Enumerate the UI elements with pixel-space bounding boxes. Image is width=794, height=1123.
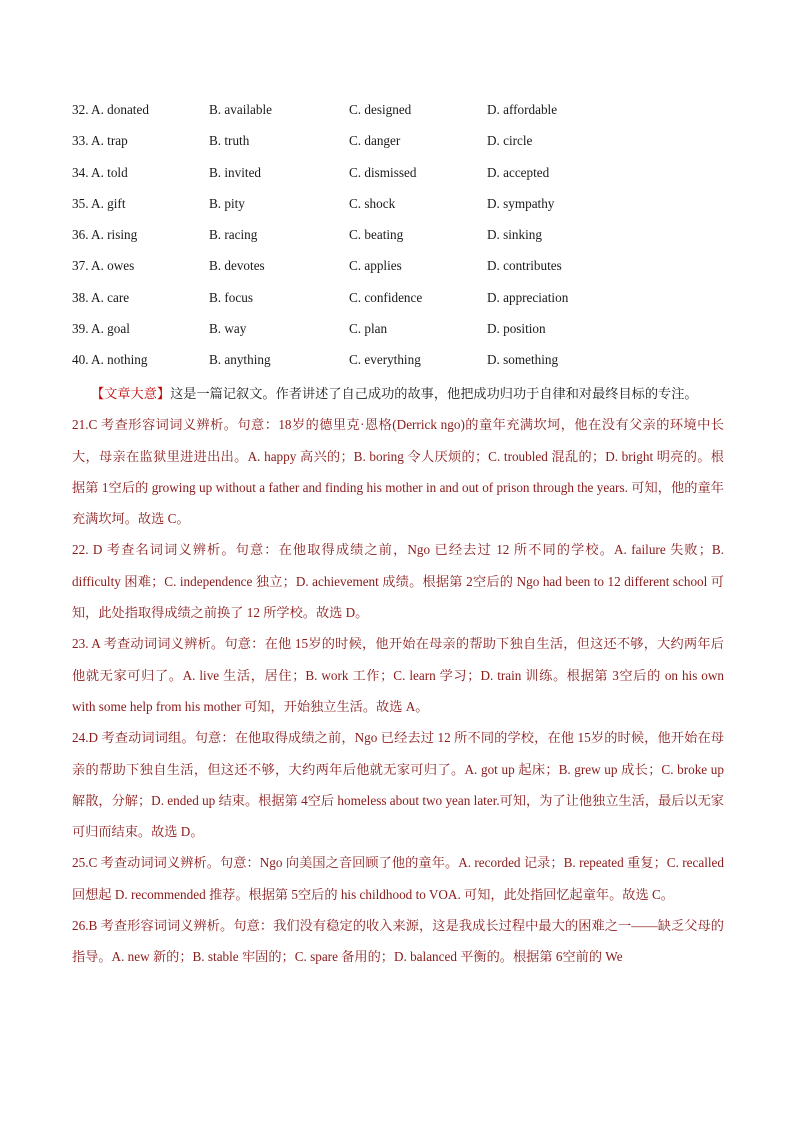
summary-tag: 【文章大意】 — [91, 386, 171, 401]
option-b: B. pity — [209, 195, 245, 211]
option-c: C. dismissed — [349, 164, 417, 180]
option-d: D. appreciation — [487, 289, 569, 305]
option-b: B. anything — [209, 352, 271, 367]
option-b: B. focus — [209, 289, 253, 305]
explanation-23: 23. A 考查动词词义辨析。句意：在他 15岁的时候，他开始在母亲的帮助下独自生活，但这还不够，大约两年后他就无家可归了。A. live 生活，居住；B. work 工作；C. learn 学习；D. train 训练。根据第 3空后的 on his own with some help from his mother 可知，开始独立生活。故选 A。 — [72, 636, 724, 714]
explanation-24: 24.D 考查动词词组。句意：在他取得成绩之前，Ngo 已经去过 12 所不同的学校，在他 15岁的时候，他开始在母亲的帮助下独自生活，但这还不够，大约两年后他就无家可归了。A. got up 起床；B. grew up 成长；C. broke up 解散，分解；D. ended up 结束。根据第 4空后 homeless about two yean later.可知，为了让他独立生活，最后以无家可归而结束。故选 D。 — [72, 730, 724, 840]
option-a: 33. A. trap — [72, 133, 128, 149]
answer-analysis — [72, 378, 724, 973]
option-b: B. devotes — [209, 258, 265, 274]
option-c: C. plan — [349, 320, 388, 336]
option-a: 39. A. goal — [72, 320, 130, 336]
option-a: 37. A. owes — [72, 258, 135, 274]
option-a: 36. A. rising — [72, 227, 138, 242]
option-a: 38. A. care — [72, 289, 130, 305]
option-a: 32. A. donated — [72, 102, 149, 117]
option-d: D. position — [487, 320, 546, 336]
option-c: C. applies — [349, 258, 402, 274]
option-d: D. circle — [487, 133, 533, 149]
option-a: 40. A. nothing — [72, 352, 148, 367]
option-d: D. contributes — [487, 258, 562, 274]
option-b: B. available — [209, 102, 272, 117]
option-d: D. accepted — [487, 164, 550, 180]
explanation-25: 25.C 考查动词词义辨析。句意：Ngo 向美国之音回顾了他的童年。A. recorded 记录；B. repeated 重复；C. recalled 回想起 D. recommended 推荐。根据第 5空后的 his childhood to VOA. 可知，此处指回忆起童年。故选 C。 — [72, 855, 724, 902]
explanation-22: 22. D 考查名词词义辨析。句意：在他取得成绩之前，Ngo 已经去过 12 所不同的学校。A. failure 失败；B. difficulty 困难；C. independence 独立；D. achievement 成绩。根据第 2空后的 Ngo had been to 12 different school 可知，此处指取得成绩之前换了 12 所学校。故选 D。 — [72, 542, 724, 621]
option-a: 34. A. told — [72, 164, 128, 180]
option-b: B. truth — [209, 133, 250, 149]
explanation-21: 21.C 考查形容词词义辨析。句意：18岁的德里克·恩格(Derrick ngo)的童年充满坎坷，他在没有父亲的环境中长大，母亲在监狱里进进出出。A. happy 高兴的；B. boring 令人厌烦的；C. troubled 混乱的；D. bright 明亮的。根据第 1空后的 growing up without a father and finding his mother in and out of prison through the years. 可知，他的童年充满坎坷。故选 C。 — [72, 417, 724, 527]
article-summary — [72, 378, 724, 409]
option-d: D. something — [487, 352, 559, 367]
option-a: 35. A. gift — [72, 195, 126, 211]
option-c: C. confidence — [349, 289, 423, 305]
option-d: D. affordable — [487, 102, 558, 117]
option-b: B. invited — [209, 164, 262, 180]
option-c: C. shock — [349, 195, 396, 211]
option-b: B. way — [209, 320, 247, 336]
option-d: D. sinking — [487, 227, 542, 242]
option-c: C. danger — [349, 133, 401, 149]
option-b: B. racing — [209, 227, 258, 242]
explanation-26: 26.B 考查形容词词义辨析。句意：我们没有稳定的收入来源，这是我成长过程中最大的困难之一——缺乏父母的指导。A. new 新的；B. stable 牢固的；C. spare 备用的；D. balanced 平衡的。根据第 6空前的 We — [72, 918, 724, 965]
summary-text: 这是一篇记叙文。作者讲述了自己成功的故事，他把成功归功于自律和对最终目标的专注。 — [170, 386, 698, 401]
option-c: C. everything — [349, 352, 421, 367]
option-c: C. beating — [349, 227, 404, 242]
option-c: C. designed — [349, 102, 412, 117]
option-d: D. sympathy — [487, 195, 555, 211]
